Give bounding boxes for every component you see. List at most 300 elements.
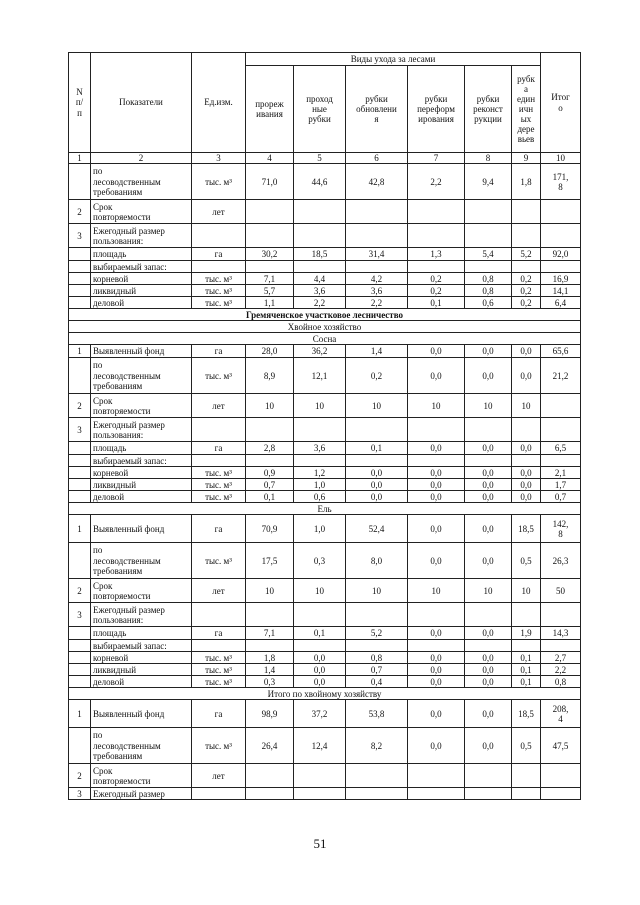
value-cell: 17,5	[246, 543, 294, 579]
section-heading: Сосна	[69, 333, 581, 345]
row-number-cell	[69, 164, 91, 200]
value-cell	[465, 764, 512, 788]
row-label-cell: Срок повторяемости	[91, 394, 192, 418]
row-label-cell: выбираемый запас:	[91, 455, 192, 467]
row-label-cell: ликвидный	[91, 285, 192, 297]
column-number-cell: 10	[541, 153, 581, 164]
value-cell: 0,0	[294, 652, 346, 664]
value-cell	[465, 788, 512, 800]
row-unit-cell	[192, 224, 246, 248]
row-label-cell: деловой	[91, 491, 192, 503]
row-number-cell: 2	[69, 200, 91, 224]
value-cell	[465, 418, 512, 442]
table-row	[69, 442, 581, 455]
value-cell	[465, 261, 512, 273]
value-cell: 7,1	[246, 627, 294, 640]
row-number-cell: 1	[69, 345, 91, 358]
value-cell	[408, 640, 465, 652]
value-cell: 0,7	[541, 491, 581, 503]
row-number-cell	[69, 676, 91, 688]
header-indicators-cell: Показатели	[91, 53, 192, 153]
value-cell: 142, 8	[541, 515, 581, 543]
row-label-cell: Выявленный фонд	[91, 345, 192, 358]
table-row	[69, 273, 581, 285]
row-number-cell	[69, 652, 91, 664]
row-label-cell: Срок повторяемости	[91, 579, 192, 603]
value-cell: 10	[294, 579, 346, 603]
value-cell: 0,8	[465, 273, 512, 285]
value-cell: 36,2	[294, 345, 346, 358]
value-cell: 26,4	[246, 728, 294, 764]
row-unit-cell: га	[192, 627, 246, 640]
row-number-cell	[69, 627, 91, 640]
value-cell: 12,4	[294, 728, 346, 764]
value-cell	[465, 640, 512, 652]
value-cell: 26,3	[541, 543, 581, 579]
row-number-cell: 1	[69, 700, 91, 728]
row-label-cell: деловой	[91, 297, 192, 309]
column-number-cell: 8	[465, 153, 512, 164]
value-cell	[408, 603, 465, 627]
value-cell: 21,2	[541, 358, 581, 394]
table-row	[69, 664, 581, 676]
value-cell	[294, 200, 346, 224]
row-unit-cell: га	[192, 515, 246, 543]
value-cell	[346, 261, 408, 273]
value-cell: 1,2	[294, 467, 346, 479]
value-cell: 0,0	[294, 664, 346, 676]
row-label-cell: Ежегодный размер пользования:	[91, 224, 192, 248]
value-cell: 0,2	[512, 273, 541, 285]
value-cell: 0,2	[408, 285, 465, 297]
row-number-cell	[69, 455, 91, 467]
row-unit-cell: тыс. м³	[192, 479, 246, 491]
value-cell: 2,2	[408, 164, 465, 200]
header-col-passage-cutting: проход ные рубки	[294, 66, 346, 153]
section-heading-row	[69, 503, 581, 515]
value-cell: 8,0	[346, 543, 408, 579]
value-cell: 2,2	[541, 664, 581, 676]
value-cell	[408, 455, 465, 467]
table-row	[69, 418, 581, 442]
value-cell: 0,0	[465, 491, 512, 503]
row-label-cell: Ежегодный размер пользования:	[91, 418, 192, 442]
value-cell	[512, 418, 541, 442]
value-cell	[246, 224, 294, 248]
value-cell	[541, 418, 581, 442]
value-cell	[346, 224, 408, 248]
row-unit-cell: тыс. м³	[192, 164, 246, 200]
value-cell: 8,9	[246, 358, 294, 394]
value-cell: 10	[408, 394, 465, 418]
value-cell: 0,1	[512, 664, 541, 676]
value-cell	[408, 200, 465, 224]
value-cell: 14,1	[541, 285, 581, 297]
row-number-cell	[69, 640, 91, 652]
value-cell	[246, 788, 294, 800]
row-unit-cell	[192, 603, 246, 627]
value-cell: 47,5	[541, 728, 581, 764]
row-unit-cell	[192, 261, 246, 273]
value-cell: 18,5	[512, 700, 541, 728]
value-cell: 0,0	[408, 358, 465, 394]
value-cell: 10	[512, 579, 541, 603]
section-heading-row	[69, 688, 581, 700]
header-col-single-tree-cutting: рубк а един ичн ых дере вьев	[512, 66, 541, 153]
value-cell	[246, 261, 294, 273]
row-label-cell: корневой	[91, 467, 192, 479]
value-cell: 10	[246, 579, 294, 603]
value-cell: 1,8	[246, 652, 294, 664]
header-col-reformation-cutting: рубки переформ ирования	[408, 66, 465, 153]
value-cell	[346, 603, 408, 627]
row-label-cell: ликвидный	[91, 664, 192, 676]
value-cell: 5,7	[246, 285, 294, 297]
header-col-thinning: прореж ивания	[246, 66, 294, 153]
value-cell: 0,0	[465, 358, 512, 394]
value-cell	[246, 603, 294, 627]
value-cell: 0,0	[465, 652, 512, 664]
section-heading-row	[69, 309, 581, 321]
header-col-renewal-cutting: рубки обновлени я	[346, 66, 408, 153]
value-cell: 42,8	[346, 164, 408, 200]
value-cell	[294, 455, 346, 467]
value-cell: 1,0	[294, 479, 346, 491]
value-cell: 0,2	[512, 297, 541, 309]
value-cell: 0,0	[408, 467, 465, 479]
value-cell: 0,0	[408, 515, 465, 543]
value-cell: 0,0	[408, 442, 465, 455]
column-numbers-row	[69, 153, 581, 164]
value-cell: 0,1	[512, 652, 541, 664]
value-cell	[465, 200, 512, 224]
value-cell	[408, 261, 465, 273]
row-number-cell: 3	[69, 418, 91, 442]
value-cell: 0,0	[465, 467, 512, 479]
row-label-cell: корневой	[91, 652, 192, 664]
table-row	[69, 345, 581, 358]
value-cell: 52,4	[346, 515, 408, 543]
value-cell: 10	[346, 579, 408, 603]
value-cell: 0,0	[346, 467, 408, 479]
value-cell: 0,2	[346, 358, 408, 394]
value-cell: 70,9	[246, 515, 294, 543]
value-cell: 0,2	[408, 273, 465, 285]
value-cell: 2,8	[246, 442, 294, 455]
value-cell: 0,0	[465, 442, 512, 455]
header-number-cell: N п/ п	[69, 53, 91, 153]
value-cell: 0,5	[512, 543, 541, 579]
value-cell: 0,0	[346, 491, 408, 503]
value-cell: 0,0	[465, 515, 512, 543]
value-cell: 0,0	[465, 728, 512, 764]
value-cell: 3,6	[294, 442, 346, 455]
table-row	[69, 297, 581, 309]
value-cell: 0,0	[512, 358, 541, 394]
value-cell: 1,3	[408, 248, 465, 261]
value-cell	[541, 788, 581, 800]
value-cell: 18,5	[512, 515, 541, 543]
value-cell	[346, 200, 408, 224]
value-cell	[346, 640, 408, 652]
row-label-cell: Ежегодный размер	[91, 788, 192, 800]
value-cell	[246, 455, 294, 467]
row-unit-cell: лет	[192, 764, 246, 788]
value-cell	[512, 261, 541, 273]
value-cell: 1,1	[246, 297, 294, 309]
table-row	[69, 394, 581, 418]
value-cell	[408, 764, 465, 788]
row-unit-cell: тыс. м³	[192, 358, 246, 394]
row-number-cell	[69, 358, 91, 394]
value-cell	[512, 200, 541, 224]
row-number-cell	[69, 479, 91, 491]
row-unit-cell: га	[192, 442, 246, 455]
value-cell: 1,8	[512, 164, 541, 200]
value-cell: 1,0	[294, 515, 346, 543]
value-cell	[246, 418, 294, 442]
value-cell	[246, 640, 294, 652]
row-label-cell: корневой	[91, 273, 192, 285]
table-row	[69, 358, 581, 394]
header-group-cell: Виды ухода за лесами	[246, 53, 541, 66]
value-cell	[465, 224, 512, 248]
row-unit-cell: тыс. м³	[192, 664, 246, 676]
row-label-cell: Выявленный фонд	[91, 700, 192, 728]
table-row	[69, 764, 581, 788]
value-cell	[512, 640, 541, 652]
value-cell: 0,6	[294, 491, 346, 503]
value-cell: 2,2	[294, 297, 346, 309]
value-cell	[541, 261, 581, 273]
row-number-cell	[69, 297, 91, 309]
value-cell: 9,4	[465, 164, 512, 200]
row-label-cell: по лесоводственным требованиям	[91, 728, 192, 764]
value-cell	[541, 394, 581, 418]
value-cell: 0,0	[408, 627, 465, 640]
value-cell: 2,1	[541, 467, 581, 479]
value-cell	[294, 418, 346, 442]
value-cell: 1,7	[541, 479, 581, 491]
value-cell: 0,1	[346, 442, 408, 455]
row-number-cell	[69, 728, 91, 764]
row-unit-cell: тыс. м³	[192, 285, 246, 297]
value-cell	[294, 261, 346, 273]
column-number-cell: 1	[69, 153, 91, 164]
row-label-cell: деловой	[91, 676, 192, 688]
table-row	[69, 603, 581, 627]
row-unit-cell: га	[192, 248, 246, 261]
value-cell: 50	[541, 579, 581, 603]
row-unit-cell: лет	[192, 394, 246, 418]
table-row	[69, 640, 581, 652]
value-cell: 0,0	[408, 479, 465, 491]
value-cell: 5,2	[512, 248, 541, 261]
row-number-cell: 3	[69, 603, 91, 627]
value-cell: 0,0	[294, 676, 346, 688]
value-cell	[512, 603, 541, 627]
row-number-cell	[69, 285, 91, 297]
row-number-cell	[69, 664, 91, 676]
row-number-cell	[69, 442, 91, 455]
value-cell	[346, 764, 408, 788]
value-cell: 65,6	[541, 345, 581, 358]
row-unit-cell	[192, 640, 246, 652]
row-label-cell: Выявленный фонд	[91, 515, 192, 543]
value-cell: 0,8	[346, 652, 408, 664]
row-label-cell: Ежегодный размер пользования:	[91, 603, 192, 627]
value-cell	[294, 788, 346, 800]
row-label-cell: ликвидный	[91, 479, 192, 491]
value-cell	[246, 200, 294, 224]
row-number-cell: 3	[69, 224, 91, 248]
value-cell: 10	[465, 394, 512, 418]
value-cell	[294, 640, 346, 652]
row-number-cell	[69, 467, 91, 479]
column-number-cell: 5	[294, 153, 346, 164]
value-cell: 0,8	[541, 676, 581, 688]
value-cell: 1,4	[346, 345, 408, 358]
value-cell: 208, 4	[541, 700, 581, 728]
table-row	[69, 285, 581, 297]
value-cell	[294, 603, 346, 627]
forest-care-table	[68, 52, 581, 800]
value-cell: 10	[408, 579, 465, 603]
column-number-cell: 9	[512, 153, 541, 164]
value-cell	[408, 224, 465, 248]
section-heading-row	[69, 333, 581, 345]
row-label-cell: Срок повторяемости	[91, 200, 192, 224]
value-cell: 4,2	[346, 273, 408, 285]
value-cell: 0,0	[465, 479, 512, 491]
value-cell: 0,0	[346, 479, 408, 491]
value-cell: 0,1	[294, 627, 346, 640]
value-cell	[408, 418, 465, 442]
section-heading: Гремяченское участковое лесничество	[69, 309, 581, 321]
column-number-cell: 7	[408, 153, 465, 164]
value-cell: 0,0	[512, 345, 541, 358]
table-row	[69, 627, 581, 640]
value-cell: 30,2	[246, 248, 294, 261]
value-cell	[541, 764, 581, 788]
row-unit-cell: лет	[192, 579, 246, 603]
row-unit-cell: тыс. м³	[192, 676, 246, 688]
value-cell	[346, 788, 408, 800]
value-cell	[512, 455, 541, 467]
value-cell	[346, 418, 408, 442]
table-row	[69, 467, 581, 479]
value-cell: 0,0	[512, 467, 541, 479]
value-cell: 0,0	[408, 543, 465, 579]
table-row	[69, 164, 581, 200]
value-cell	[408, 788, 465, 800]
table-row	[69, 479, 581, 491]
value-cell: 0,0	[512, 442, 541, 455]
column-number-cell: 2	[91, 153, 192, 164]
header-unit-cell: Ед.изм.	[192, 53, 246, 153]
value-cell: 0,0	[408, 700, 465, 728]
value-cell: 0,7	[246, 479, 294, 491]
column-number-cell: 6	[346, 153, 408, 164]
row-number-cell: 2	[69, 764, 91, 788]
value-cell: 0,8	[465, 285, 512, 297]
table-row	[69, 788, 581, 800]
row-unit-cell: тыс. м³	[192, 652, 246, 664]
value-cell: 0,0	[465, 700, 512, 728]
value-cell: 0,0	[465, 345, 512, 358]
row-label-cell: по лесоводственным требованиям	[91, 358, 192, 394]
value-cell: 2,7	[541, 652, 581, 664]
value-cell: 37,2	[294, 700, 346, 728]
row-label-cell: Срок повторяемости	[91, 764, 192, 788]
value-cell: 0,6	[465, 297, 512, 309]
value-cell: 16,9	[541, 273, 581, 285]
value-cell	[541, 603, 581, 627]
value-cell: 0,1	[408, 297, 465, 309]
value-cell: 0,3	[294, 543, 346, 579]
value-cell: 14,3	[541, 627, 581, 640]
value-cell	[294, 764, 346, 788]
value-cell: 0,0	[408, 676, 465, 688]
value-cell: 0,0	[512, 491, 541, 503]
row-unit-cell	[192, 418, 246, 442]
value-cell: 0,1	[512, 676, 541, 688]
row-number-cell	[69, 248, 91, 261]
value-cell: 31,4	[346, 248, 408, 261]
value-cell: 0,0	[408, 728, 465, 764]
table-row	[69, 224, 581, 248]
value-cell: 1,9	[512, 627, 541, 640]
row-label-cell: площадь	[91, 442, 192, 455]
row-label-cell: выбираемый запас:	[91, 261, 192, 273]
value-cell	[512, 764, 541, 788]
header-col-reconstruction-cutting: рубки реконст рукции	[465, 66, 512, 153]
table-row	[69, 200, 581, 224]
value-cell: 6,4	[541, 297, 581, 309]
value-cell: 4,4	[294, 273, 346, 285]
value-cell: 0,0	[465, 676, 512, 688]
value-cell: 8,2	[346, 728, 408, 764]
value-cell	[541, 455, 581, 467]
section-heading: Итого по хвойному хозяйству	[69, 688, 581, 700]
value-cell: 53,8	[346, 700, 408, 728]
section-heading: Ель	[69, 503, 581, 515]
page-number: 51	[313, 836, 327, 851]
value-cell	[512, 788, 541, 800]
value-cell: 10	[294, 394, 346, 418]
value-cell: 5,2	[346, 627, 408, 640]
column-number-cell: 3	[192, 153, 246, 164]
table-row	[69, 515, 581, 543]
value-cell: 0,0	[465, 627, 512, 640]
row-label-cell: по лесоводственным требованиям	[91, 164, 192, 200]
table-row	[69, 676, 581, 688]
value-cell: 28,0	[246, 345, 294, 358]
row-unit-cell: тыс. м³	[192, 297, 246, 309]
value-cell	[465, 603, 512, 627]
section-heading-row	[69, 321, 581, 333]
value-cell: 0,0	[465, 543, 512, 579]
row-unit-cell: га	[192, 345, 246, 358]
table-row	[69, 248, 581, 261]
value-cell	[541, 224, 581, 248]
row-number-cell: 3	[69, 788, 91, 800]
value-cell	[246, 764, 294, 788]
value-cell: 3,6	[346, 285, 408, 297]
value-cell: 10	[246, 394, 294, 418]
value-cell	[512, 224, 541, 248]
value-cell: 92,0	[541, 248, 581, 261]
